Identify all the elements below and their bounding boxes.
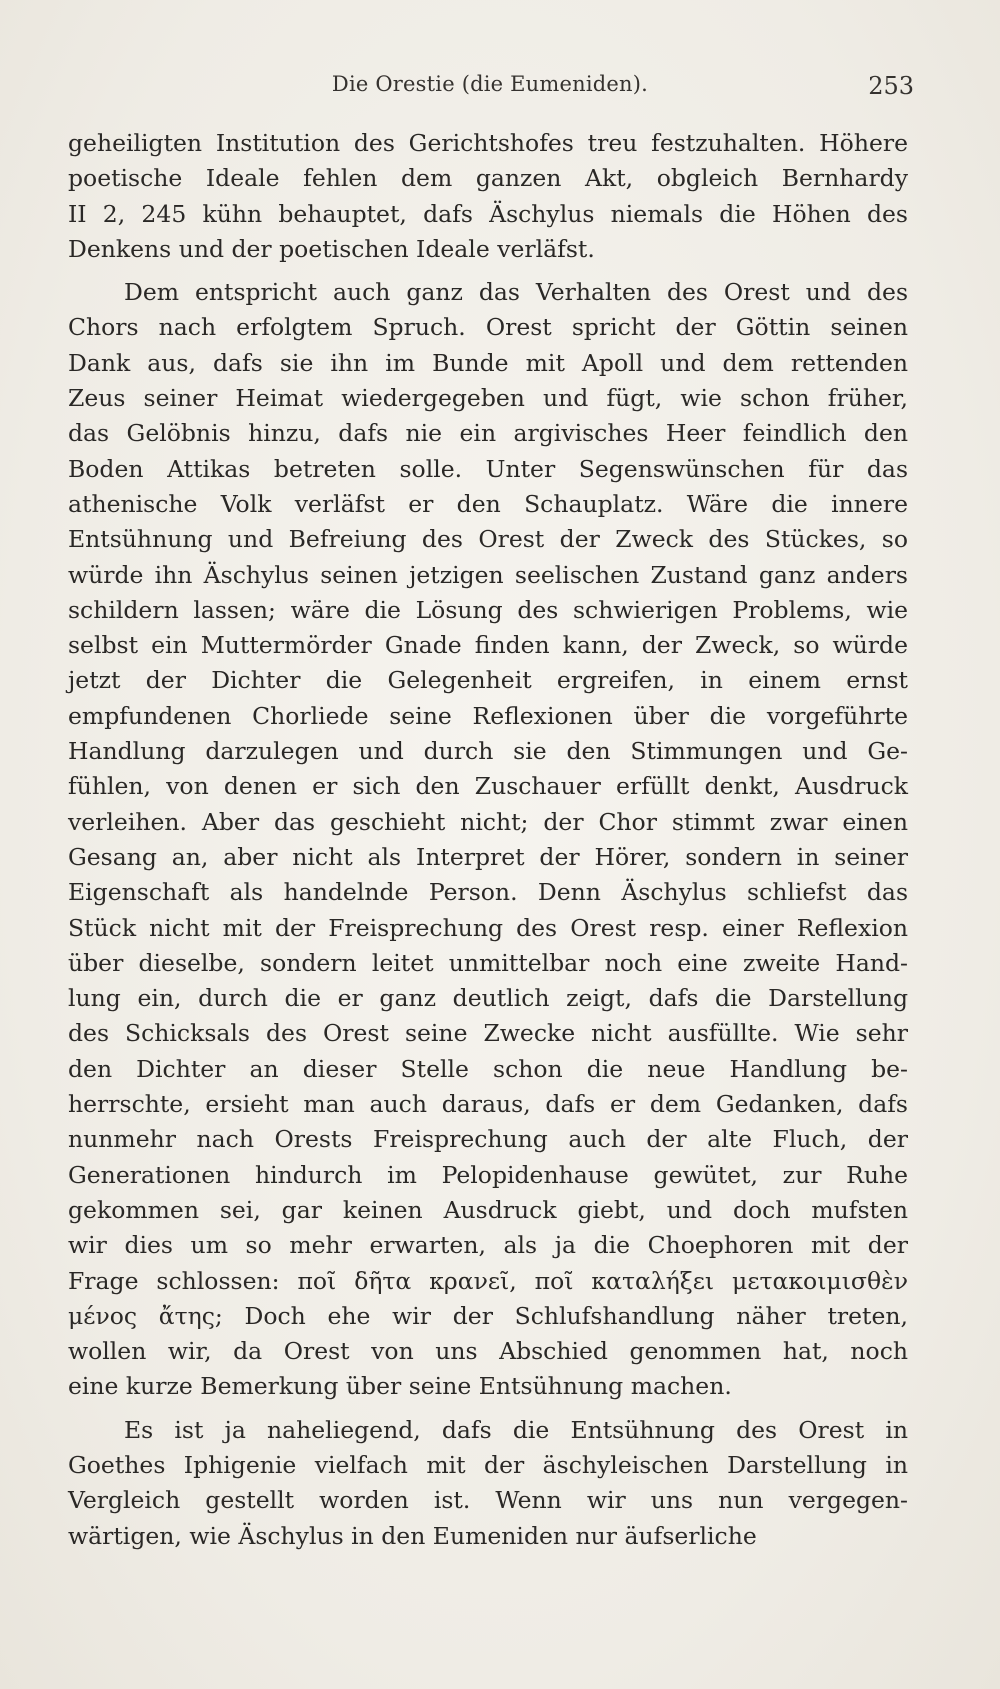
- text-line: selbst ein Muttermörder Gnade finden kann, der Zweck, so würde: [68, 631, 908, 660]
- text-line: Goethes Iphigenie vielfach mit der äschyleischen Darstellung in: [68, 1450, 908, 1479]
- text-line: Zeus seiner Heimat wiedergegeben und fügt, wie schon früher,: [68, 384, 908, 413]
- text-line: nunmehr nach Orests Freisprechung auch der alte Fluch, der: [68, 1125, 908, 1154]
- text-line: Entsühnung und Befreiung des Orest der Zweck des Stückes, so: [68, 525, 908, 554]
- text-line: verleihen. Aber das geschieht nicht; der Chor stimmt zwar einen: [68, 807, 908, 836]
- text-line: Gesang an, aber nicht als Interpret der Hörer, sondern in seiner: [68, 842, 908, 871]
- text-line: Dank aus, dafs sie ihn im Bunde mit Apoll und dem rettenden: [68, 348, 908, 377]
- text-line: wir dies um so mehr erwarten, als ja die Choephoren mit der: [68, 1231, 908, 1260]
- text-line: eine kurze Bemerkung über seine Entsühnung machen.: [68, 1372, 732, 1401]
- text-line: herrschte, ersieht man auch daraus, dafs er dem Gedanken, dafs: [68, 1090, 908, 1119]
- text-line: das Gelöbnis hinzu, dafs nie ein argivisches Heer feindlich den: [68, 419, 908, 448]
- page-number: 253: [868, 72, 914, 100]
- paragraph-1: [68, 126, 908, 267]
- text-line: Generationen hindurch im Pelopidenhause gewütet, zur Ruhe: [68, 1160, 908, 1189]
- text-line: Es ist ja naheliegend, dafs die Entsühnung des Orest in: [124, 1415, 908, 1444]
- text-line: athenische Volk verläfst er den Schauplatz. Wäre die innere: [68, 489, 908, 518]
- text-line: Dem entspricht auch ganz das Verhalten des Orest und des: [124, 278, 908, 307]
- text-line: poetische Ideale fehlen dem ganzen Akt, obgleich Bernhardy: [68, 164, 908, 193]
- text-line: würde ihn Äschylus seinen jetzigen seelischen Zustand ganz anders: [68, 560, 908, 589]
- text-line: jetzt der Dichter die Gelegenheit ergreifen, in einem ernst: [68, 666, 908, 695]
- text-line: Vergleich gestellt worden ist. Wenn wir uns nun vergegen-: [68, 1486, 908, 1515]
- text-line: Stück nicht mit der Freisprechung des Orest resp. einer Reflexion: [68, 913, 908, 942]
- text-line: Frage schlossen: ποῖ δῆτα κρανεῖ, ποῖ καταλήξει μετακοιμισθὲν: [68, 1266, 908, 1295]
- text-line: gekommen sei, gar keinen Ausdruck giebt, und doch mufsten: [68, 1195, 908, 1224]
- body-text: [68, 126, 908, 1562]
- text-line: lung ein, durch die er ganz deutlich zeigt, dafs die Darstellung: [68, 984, 908, 1013]
- text-line: Handlung darzulegen und durch sie den Stimmungen und Ge-: [68, 737, 908, 766]
- running-head: [66, 72, 914, 102]
- paragraph-2: [68, 275, 908, 1405]
- text-line: wollen wir, da Orest von uns Abschied genommen hat, noch: [68, 1337, 908, 1366]
- text-line: wärtigen, wie Äschylus in den Eumeniden nur äufserliche: [68, 1521, 757, 1550]
- text-line: fühlen, von denen er sich den Zuschauer erfüllt denkt, Ausdruck: [68, 772, 908, 801]
- text-line: geheiligten Institution des Gerichtshofes treu festzuhalten. Höhere: [68, 129, 908, 157]
- text-line: II 2, 245 kühn behauptet, dafs Äschylus niemals die Höhen des: [68, 199, 908, 228]
- text-line: Denkens und der poetischen Ideale verläfst.: [68, 234, 595, 263]
- text-line: schildern lassen; wäre die Lösung des schwierigen Problems, wie: [68, 595, 908, 624]
- text-line: des Schicksals des Orest seine Zwecke nicht ausfüllte. Wie sehr: [68, 1019, 908, 1048]
- running-title: Die Orestie (die Eumeniden).: [331, 72, 649, 96]
- text-line: Chors nach erfolgtem Spruch. Orest spricht der Göttin seinen: [68, 313, 908, 342]
- text-line: Boden Attikas betreten solle. Unter Segenswünschen für das: [68, 454, 908, 483]
- text-line: Eigenschaft als handelnde Person. Denn Äschylus schliefst das: [68, 878, 908, 907]
- text-line: empfundenen Chorliede seine Reflexionen über die vorgeführte: [68, 701, 908, 730]
- text-line: über dieselbe, sondern leitet unmittelbar noch eine zweite Hand-: [68, 948, 908, 977]
- text-line: den Dichter an dieser Stelle schon die neue Handlung be-: [68, 1054, 908, 1083]
- paragraph-3: [68, 1413, 908, 1554]
- text-line: μένος ἄτης; Doch ehe wir der Schlufshandlung näher treten,: [68, 1301, 908, 1330]
